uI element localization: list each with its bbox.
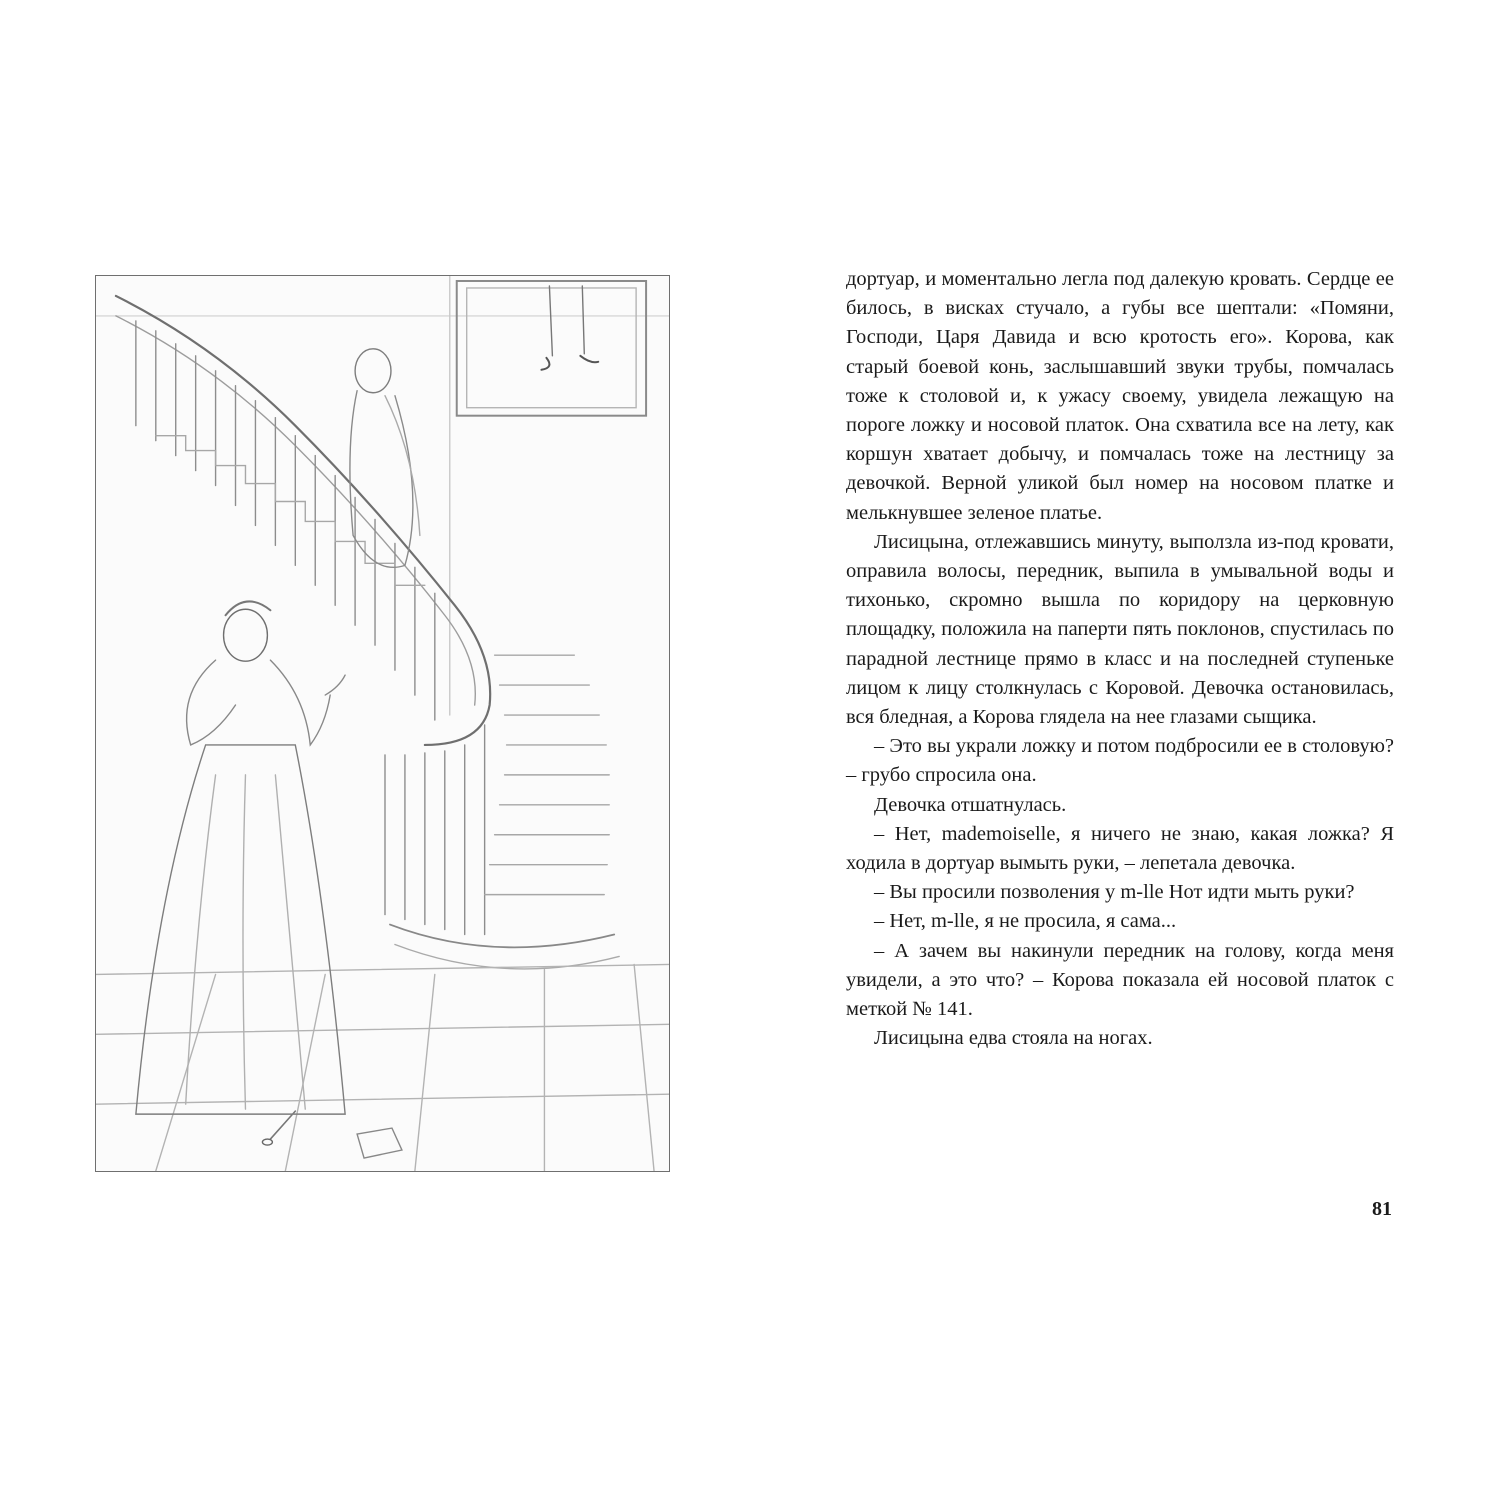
paragraph: Лисицына, отлежавшись минуту, выползла из-под кровати, оправила волосы, передник, выпила в умывальной воды и тихонько, скромно вышла по коридору на церковную площадку, положила на паперти пять поклонов, спустилась по парадной лестнице прямо в класс и на последней ступеньке лицом к лицу столкнулась с Коровой. Девочка остановилась, вся бледная, а Корова глядела на нее глазами сыщика. [846,530,1394,729]
staircase-illustration [95,275,670,1172]
paragraph: – Нет, mademoiselle, я ничего не знаю, какая ложка? Я ходила в дортуар вымыть руки, – лепетала девочка. [846,822,1394,875]
paragraph: – Вы просили позволения у m-lle Нот идти мыть руки? [874,881,1355,904]
paragraph: – Это вы украли ложку и потом подбросили ее в столовую? – грубо спросила она. [846,735,1394,787]
paragraph: Девочка отшатнулась. [874,793,1067,816]
pencil-sketch-icon [96,276,669,1171]
page-number: 81 [1372,1198,1392,1220]
paragraph: Лисицына едва стояла на ногах. [874,1027,1153,1050]
paragraph: – А зачем вы накинули передник на голову, когда меня увидели, а это что? – Корова показала ей носовой платок с меткой № 141. [846,939,1394,1021]
text-column [846,265,1394,1053]
paragraph: дортуар, и моментально легла под далекую кровать. Сердце ее билось, в висках стучало, а губы все шептали: «Помяни, Господи, Царя Давида и всю кротость его». Корова, как старый боевой конь, заслышавший звуки трубы, помчалась тоже к столовой и, к ужасу своему, увидела лежащую на пороге ложку и носовой платок. Она схватила все на лету, как коршун хватает добычу, и помчалась тоже на лестницу за девочкой. Верной уликой был номер на носовом платке и мелькнувшее зеленое платье. [846,268,1394,524]
paragraph: – Нет, m-lle, я не просила, я сама... [874,910,1177,933]
